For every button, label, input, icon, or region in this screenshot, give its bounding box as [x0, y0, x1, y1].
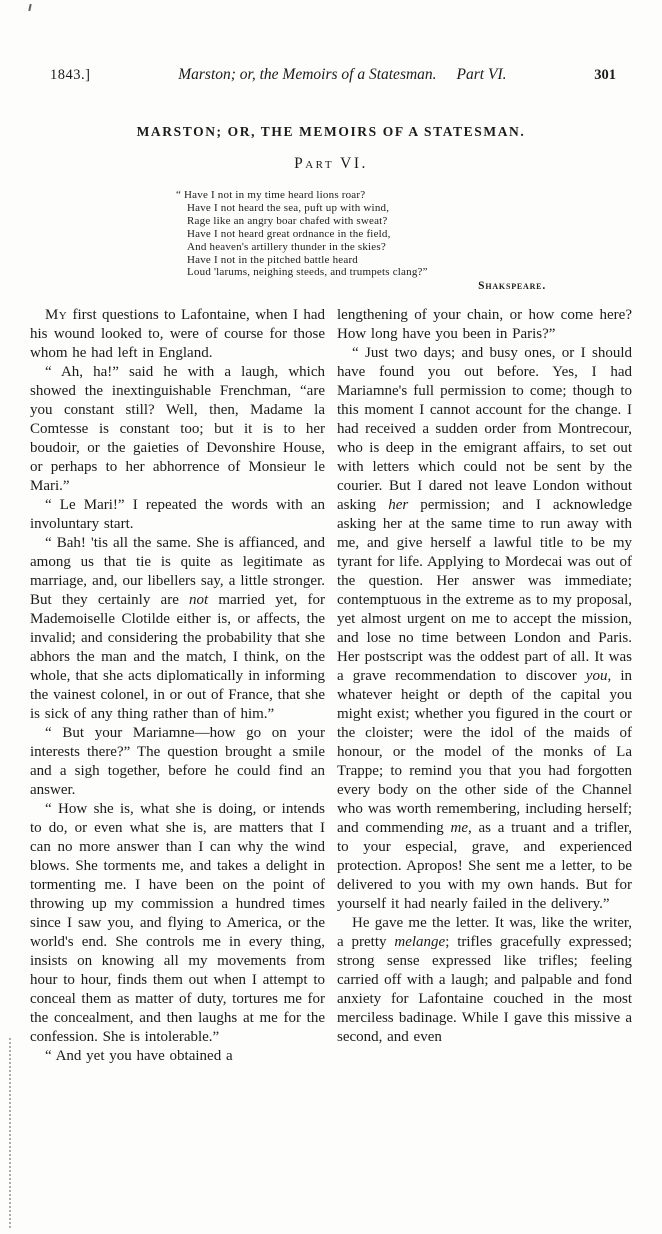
- paragraph: [30, 496, 325, 534]
- paragraph: [30, 534, 325, 724]
- paragraph: [30, 306, 325, 363]
- italic-text: not: [189, 592, 209, 608]
- paragraph: [30, 363, 325, 496]
- header-year: 1843.]: [50, 67, 91, 83]
- italic-text: her: [388, 497, 409, 513]
- paragraph: [30, 1047, 325, 1066]
- body-text: “ Just two days; and busy ones, or I should have found you out before. Yes, I had Mariamne's full permission to come; though to this moment I cannot account for the change. I had received a sudden order from Montrecour, who is deep in the emigrant affairs, to set out with letters which could not be sent by the courier. But I dared not leave London without asking: [337, 345, 632, 513]
- epigraph-line: “ Have I not in my time heard lions roar?: [176, 189, 366, 201]
- running-title-text: Marston; or, the Memoirs of a Statesman.: [178, 66, 437, 83]
- part-heading: Part VI.: [294, 155, 368, 172]
- paragraph: [337, 344, 632, 914]
- italic-text: me: [450, 820, 468, 836]
- header-page-number: 301: [594, 67, 616, 83]
- body-text: “ How she is, what she is doing, or intends to do, or even what she is, are matters that I can no more answer than I can why the wind blows. She torments me, and takes a delight in tormenting me. I have been on the point of throwing up my commission a hundred times since I saw you, and flying to America, or the world's end. She controls me in every thing, insists on knowing all my movements from hour to hour, finds them out when I attempt to conceal them as matter of duty, tortures me for the concealment, and then laughs at me for the confession. She is intolerable.”: [30, 801, 325, 1045]
- body-text: “ But your Mariamne—how go on your interests there?” The question brought a smile and a sigh together, before he could find an answer.: [30, 725, 325, 798]
- epigraph: [176, 189, 548, 293]
- scan-artifact-dotted-line: [9, 1038, 11, 1228]
- smallcaps-text: My: [45, 307, 68, 323]
- body-text: “ And yet you have obtained a: [45, 1048, 233, 1064]
- running-header: [50, 66, 616, 84]
- epigraph-line: Have I not in the pitched battle heard: [187, 253, 359, 266]
- epigraph-attribution: Shakspeare.: [478, 280, 546, 293]
- epigraph-line: And heaven's artillery thunder in the skies?: [187, 240, 386, 253]
- epigraph-line: Have I not heard the sea, puft up with wind,: [187, 201, 390, 214]
- paragraph: [30, 800, 325, 1047]
- body-text: “ Bah! 'tis all the same. She is affianced, and among us that tie is quite as legitimate as marriage, and, our libellers say, a little stronger. But they certainly are: [30, 535, 325, 608]
- italic-text: you: [585, 668, 608, 684]
- epigraph-lines: [176, 189, 548, 279]
- body-text: “ Le Mari!” I repeated the words with an involuntary start.: [30, 497, 325, 532]
- epigraph-line: Have I not heard great ordnance in the field,: [187, 227, 391, 240]
- epigraph-line: Rage like an angry boar chafed with sweat?: [187, 214, 388, 227]
- text-column-right: [337, 306, 632, 1066]
- paragraph: [337, 914, 632, 1047]
- scan-artifact-mark: [28, 4, 31, 11]
- body-text: permission; and I acknowledge asking her at the same time to run away with me, and give herself a lawful title to be my tyrant for life. Applying to Mordecai was out of the question. Her answer was immediate; contemptuous in the extreme as to my proposal, yet almost urgent on me to accept the mission, and lose no time between London and Paris. Her postscript was the oddest part of all. It was a grave recommendation to discover: [337, 497, 633, 684]
- header-running-title: [178, 66, 506, 84]
- italic-text: melange: [394, 934, 446, 950]
- body-text: He gave me the letter. It was, like the writer, a pretty: [337, 915, 632, 950]
- epigraph-line: Loud 'larums, neighing steeds, and trumpets clang?”: [187, 266, 428, 279]
- body-text: , in whatever height or depth of the capital you might exist; whether you figured in the court or the cloister; were the idol of the maids of honour, or the model of the monks of La Trappe; to remind you that you had forgotten every body on the other side of the Channel who was worth remembering, including herself; and commending: [337, 668, 632, 836]
- body-columns: [30, 306, 632, 1066]
- body-text: married yet, for Mademoiselle Clotilde either is, or affects, the invalid; and considering the probability that she abhors the man and the match, I think, on the whole, that she acts diplomatically in informing the vainest colonel, in or out of France, that she is sick of any thing rather than of him.”: [30, 592, 325, 722]
- paragraph: [337, 306, 632, 344]
- body-text: first questions to Lafontaine, when I had his wound looked to, were of course for those whom he had left in England.: [30, 307, 325, 361]
- paragraph: [30, 724, 325, 800]
- running-title-part: Part VI.: [456, 66, 507, 83]
- body-text: “ Ah, ha!” said he with a laugh, which showed the inextinguishable Frenchman, “are you constant still? Well, then, Madame la Comtesse is constant too; but it is to her boudoir, or the gaieties of Devonshire House, or perhaps to her abhorrence of Monsieur le Mari.”: [30, 364, 325, 494]
- body-text: ; trifles gracefully expressed; strong sense expressed like trifles; feeling carried off with a laugh; and palpable and fond anxiety for Lafontaine couched in the most merciless badinage. While I gave this missive a second, and even: [337, 934, 633, 1045]
- body-text: , as a truant and a trifler, to your especial, grave, and experienced protection. Apropos! She sent me a letter, to be delivered to you with my own hands. But for yourself it had nearly failed in the delivery.”: [337, 820, 632, 912]
- text-column-left: [30, 306, 325, 1066]
- body-text: lengthening of your chain, or how come here? How long have you been in Paris?”: [337, 307, 632, 342]
- article-title: MARSTON; OR, THE MEMOIRS OF A STATESMAN.: [136, 124, 526, 139]
